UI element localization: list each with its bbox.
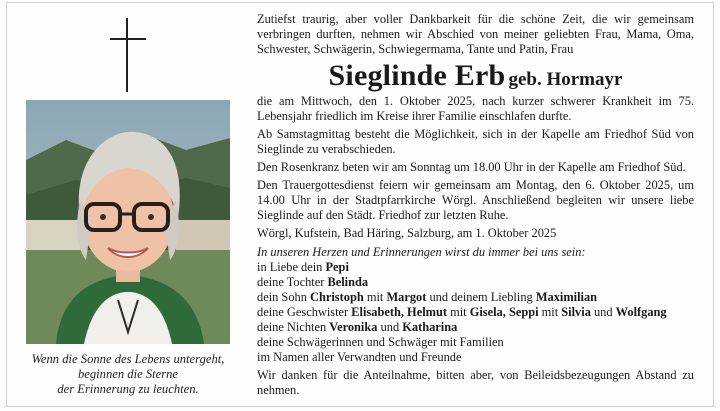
mourner-name: Belinda (327, 275, 369, 289)
mourner-line: deine Tochter Belinda (257, 275, 369, 289)
portrait-photo (26, 100, 230, 344)
rosary-info: Den Rosenkranz beten wir am Sonntag um 18.00 Uhr in der Kapelle am Friedhof Süd. (257, 160, 686, 174)
mourner-name: Veronika (329, 320, 378, 334)
place-date: Wörgl, Kufstein, Bad Häring, Salzburg, am 1. Oktober 2025 (257, 226, 557, 240)
service-info: Den Trauergottesdienst feiern wir gemeinsam am Montag, den 6. Oktober 2025, um 14.00 Uhr in der Stadtpfarrkirche Wörgl. Anschließend begleiten wir unsere liebe Sieglinde auf den Städt. Friedhof zur letzten Ruhe. (257, 178, 694, 222)
mourner-name: Silvia (561, 305, 591, 319)
deceased-birth-name: geb. Hormayr (508, 69, 623, 90)
deceased-full-name: Sieglinde Erb (328, 59, 506, 92)
mourner-line: dein Sohn Christoph mit Margot und deinem Liebling Maximilian (257, 290, 598, 304)
mourner-name: Margot (386, 290, 427, 304)
mourner-line: deine Geschwister Elisabeth, Helmut mit Gisela, Seppi mit Silvia und Wolfgang (257, 305, 667, 319)
mourner-line: in Liebe dein Pepi (257, 260, 349, 274)
memory-line: In unseren Herzen und Erinnerungen wirst du immer bei uns sein: (257, 245, 586, 259)
quote-line: der Erinnerung zu leuchten. (57, 382, 199, 396)
intro-text: Zutiefst traurig, aber voller Dankbarkeit für die schöne Zeit, die wir gemeinsam verbringen durften, nehmen wir Abschied von meiner geliebten Frau, Mama, Oma, Schwester, Schwägerin, Schwiegermama, Tante und Patin, Frau (257, 12, 694, 56)
mourner-name: Maximilian (535, 290, 598, 304)
mourner-name: Gisela, Seppi (469, 305, 539, 319)
death-announcement: die am Mittwoch, den 1. Oktober 2025, nach kurzer schwerer Krankheit im 75. Lebensjahr friedlich im Kreise ihrer Familie einschlafen durfte. (257, 94, 694, 123)
quote-line: Wenn die Sonne des Lebens untergeht, (31, 352, 225, 366)
cross-icon (110, 18, 146, 92)
mourner-name: Katharina (402, 320, 458, 334)
deceased-name (257, 60, 694, 92)
mourner-name: Wolfgang (615, 305, 667, 319)
quote-line: beginnen die Sterne (77, 367, 179, 381)
mourner-name: Elisabeth, Helmut (351, 305, 447, 319)
notice-text (257, 12, 694, 398)
mourner-name: Christoph (310, 290, 364, 304)
mourner-line: im Namen aller Verwandten und Freunde (257, 350, 462, 364)
memorial-quote (18, 352, 238, 397)
farewell-info: Ab Samstagmittag besteht die Möglichkeit, sich in der Kapelle am Friedhof Süd von Sieglinde zu verabschieden. (257, 127, 694, 156)
mourner-line: deine Nichten Veronika und Katharina (257, 320, 458, 334)
thanks-note: Wir danken für die Anteilnahme, bitten aber, von Beileidsbezeugungen Abstand zu nehmen. (257, 368, 694, 397)
mourner-name: Pepi (325, 260, 349, 274)
mourner-line: deine Schwägerinnen und Schwäger mit Familien (257, 335, 504, 349)
